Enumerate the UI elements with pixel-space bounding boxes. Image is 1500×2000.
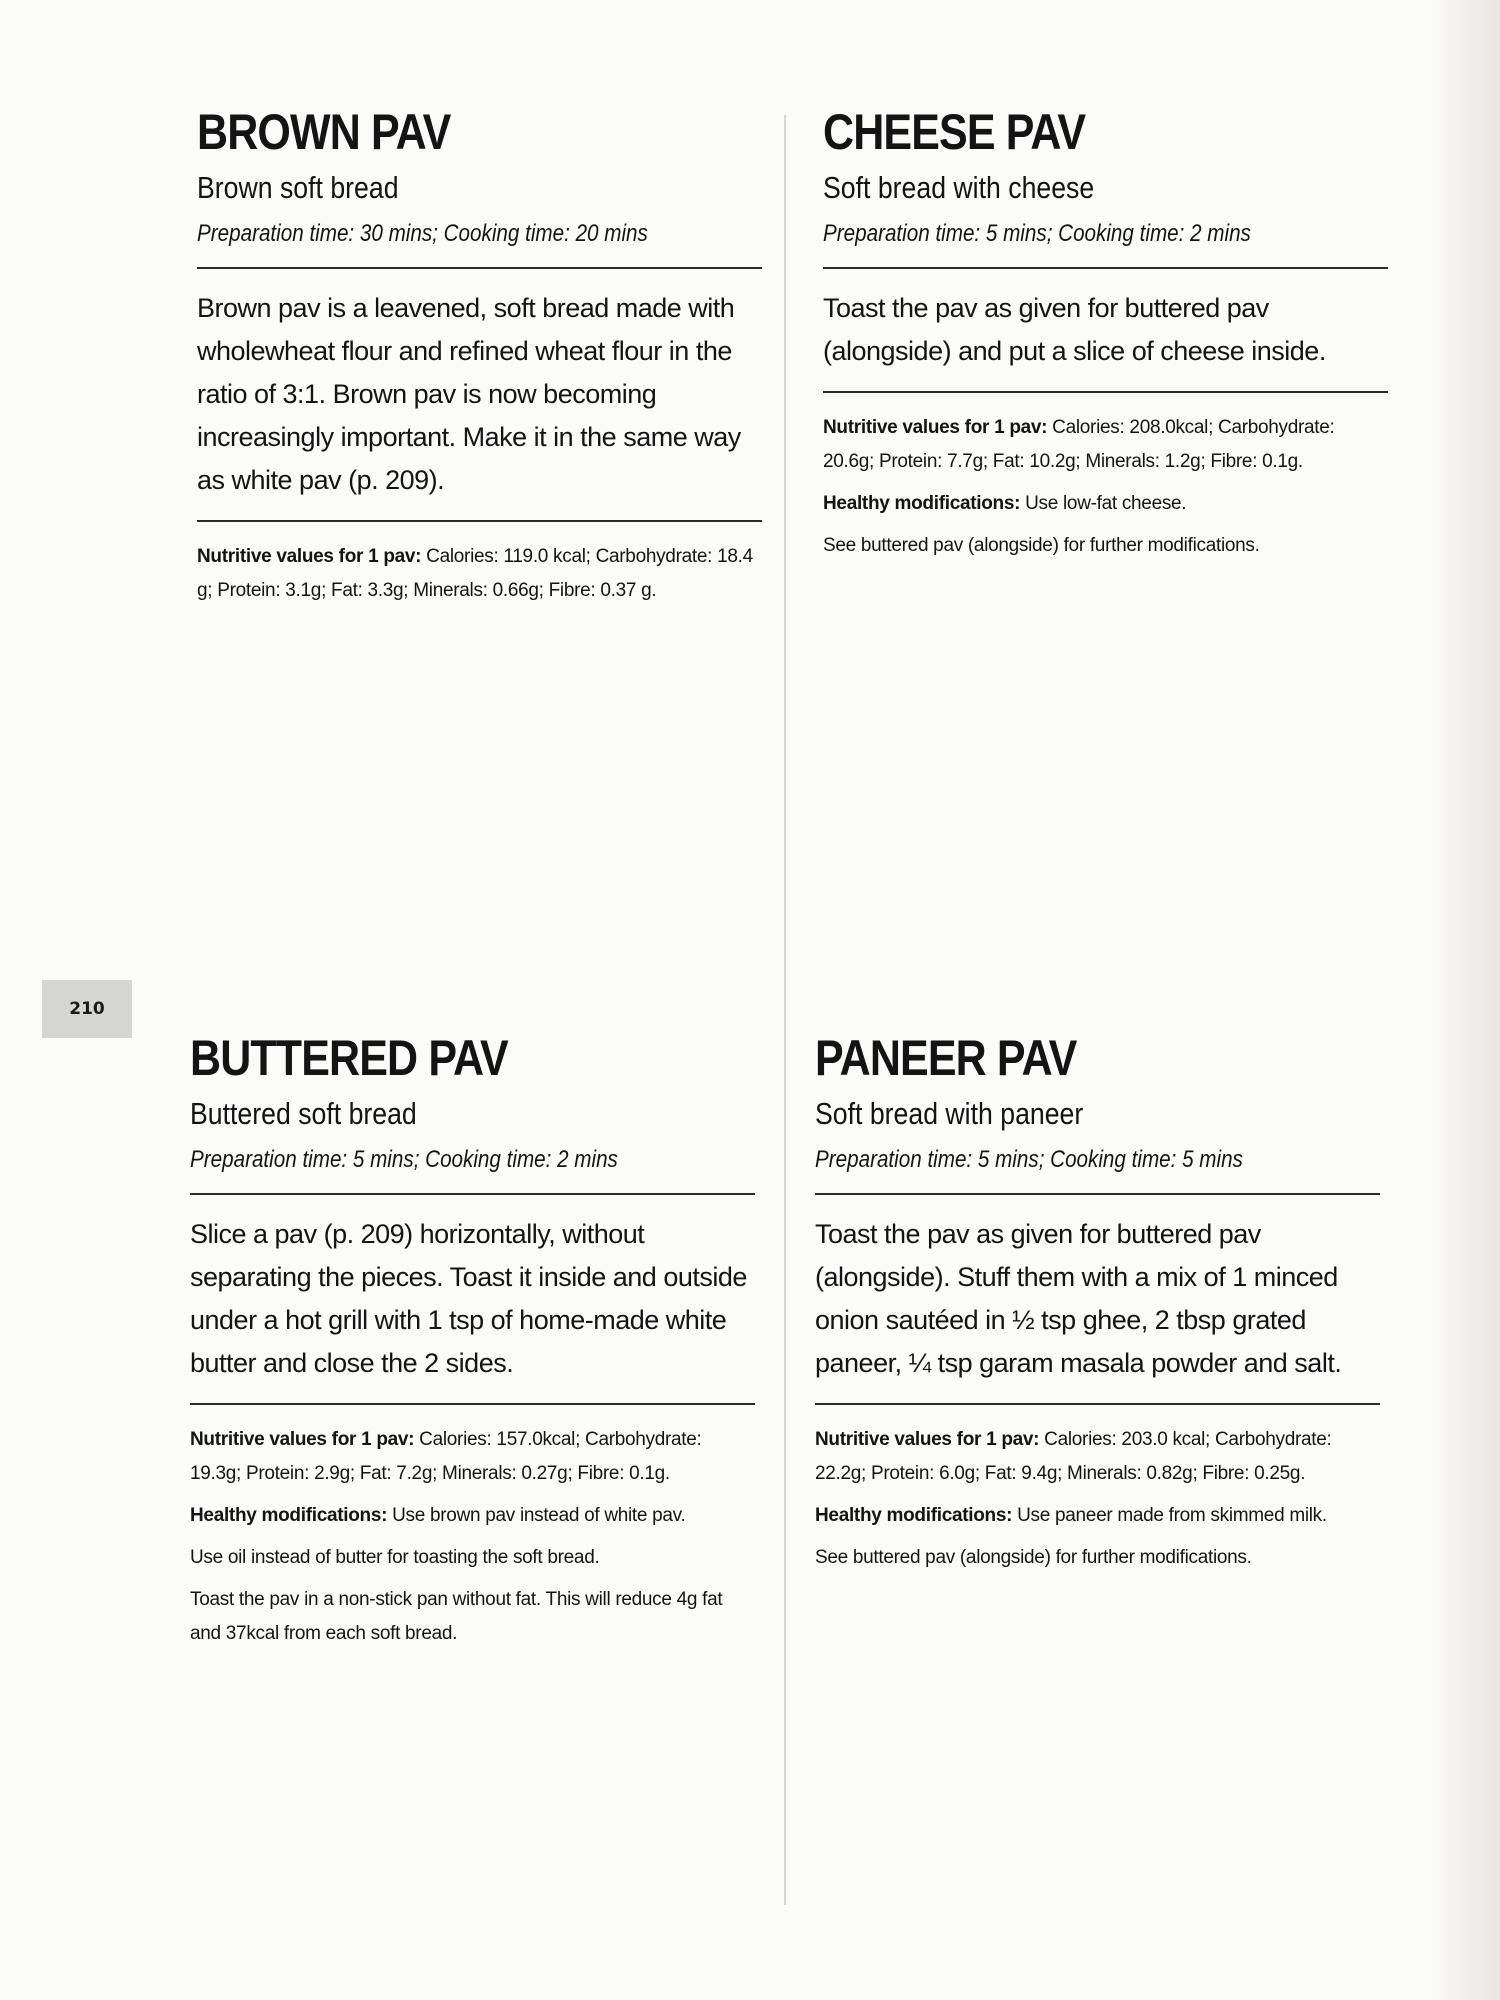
recipe-notes (823, 411, 1388, 563)
extra-note: Toast the pav in a non-stick pan without fat. This will reduce 4g fat and 37kcal from each soft bread. (190, 1588, 723, 1644)
recipe-subtitle: Buttered soft bread (190, 1095, 417, 1131)
healthy-text: Use paneer made from skimmed milk. (1012, 1504, 1327, 1526)
healthy-text: Use low-fat cheese. (1020, 492, 1187, 514)
page-number: 210 (69, 999, 105, 1019)
extra-note: Use oil instead of butter for toasting the soft bread. (190, 1546, 600, 1568)
nutrition-label: Nutritive values for 1 pav: (190, 1428, 415, 1450)
recipe-timing: Preparation time: 5 mins; Cooking time: 2 mins (190, 1145, 618, 1173)
divider-rule (197, 520, 762, 522)
recipe-description: Toast the pav as given for buttered pav (alongside). Stuff them with a mix of 1 minced onion sautéed in ½ tsp ghee, 2 tbsp grated paneer, ¼ tsp garam masala powder and salt. (815, 1218, 1342, 1378)
recipe-paneer-pav (815, 1032, 1380, 1583)
nutrition-label: Nutritive values for 1 pav: (815, 1428, 1040, 1450)
divider-rule (197, 267, 762, 269)
divider-rule (815, 1193, 1380, 1195)
recipe-timing: Preparation time: 5 mins; Cooking time: 2 mins (823, 219, 1251, 247)
page-edge-shadow (1430, 0, 1500, 2000)
healthy-label: Healthy modifications: (190, 1504, 388, 1526)
healthy-modifications (815, 1499, 1380, 1533)
recipe-timing: Preparation time: 30 mins; Cooking time: 20 mins (197, 219, 648, 247)
nutrition-info (190, 1423, 755, 1491)
healthy-text: Use brown pav instead of white pav. (387, 1504, 686, 1526)
healthy-modifications (190, 1499, 755, 1533)
recipe-subtitle: Soft bread with paneer (815, 1095, 1084, 1131)
extra-note: See buttered pav (alongside) for further modifications. (815, 1546, 1252, 1568)
nutrition-values: Calories: 208.0kcal; Carbohydrate: 20.6g; Protein: 7.7g; Fat: 10.2g; Minerals: 1.2g; Fibre: 0.1g. (823, 416, 1335, 472)
divider-rule (823, 391, 1388, 393)
recipe-subtitle: Brown soft bread (197, 169, 399, 205)
recipe-description: Slice a pav (p. 209) horizontally, without separating the pieces. Toast it inside and outside under a hot grill with 1 tsp of home-made white butter and close the 2 sides. (190, 1218, 747, 1378)
divider-rule (190, 1193, 755, 1195)
recipe-cheese-pav (823, 106, 1388, 571)
recipe-title: BUTTERED PAV (190, 1030, 508, 1086)
recipe-title: PANEER PAV (815, 1030, 1077, 1086)
nutrition-values: Calories: 157.0kcal; Carbohydrate: 19.3g; Protein: 2.9g; Fat: 7.2g; Minerals: 0.27g; Fibre: 0.1g. (190, 1428, 702, 1484)
recipe-notes (190, 1423, 755, 1651)
recipe-title: BROWN PAV (197, 104, 451, 160)
page-number-tab (42, 980, 132, 1038)
recipe-timing: Preparation time: 5 mins; Cooking time: 5 mins (815, 1145, 1243, 1173)
nutrition-values: Calories: 119.0 kcal; Carbohydrate: 18.4 g; Protein: 3.1g; Fat: 3.3g; Minerals: 0.66g; Fibre: 0.37 g. (197, 545, 753, 601)
nutrition-info (197, 540, 762, 608)
healthy-label: Healthy modifications: (815, 1504, 1013, 1526)
recipe-buttered-pav (190, 1032, 755, 1659)
nutrition-info (823, 411, 1388, 479)
nutrition-values: Calories: 203.0 kcal; Carbohydrate: 22.2g; Protein: 6.0g; Fat: 9.4g; Minerals: 0.82g; Fibre: 0.25g. (815, 1428, 1332, 1484)
recipe-notes (197, 540, 762, 608)
recipe-brown-pav (197, 106, 762, 616)
recipe-subtitle: Soft bread with cheese (823, 169, 1095, 205)
nutrition-label: Nutritive values for 1 pav: (197, 545, 422, 567)
recipe-title: CHEESE PAV (823, 104, 1086, 160)
healthy-modifications (823, 487, 1388, 521)
nutrition-label: Nutritive values for 1 pav: (823, 416, 1048, 438)
recipe-description: Brown pav is a leavened, soft bread made with wholewheat flour and refined wheat flour in the ratio of 3:1. Brown pav is now becoming increasingly important. Make it in the same way as white pav (p. 209). (197, 292, 741, 495)
extra-note: See buttered pav (alongside) for further modifications. (823, 534, 1260, 556)
divider-rule (815, 1403, 1380, 1405)
divider-rule (823, 267, 1388, 269)
recipe-notes (815, 1423, 1380, 1575)
healthy-label: Healthy modifications: (823, 492, 1021, 514)
recipe-description: Toast the pav as given for buttered pav (alongside) and put a slice of cheese inside. (823, 292, 1326, 366)
nutrition-info (815, 1423, 1380, 1491)
divider-rule (190, 1403, 755, 1405)
column-divider (784, 115, 786, 1905)
